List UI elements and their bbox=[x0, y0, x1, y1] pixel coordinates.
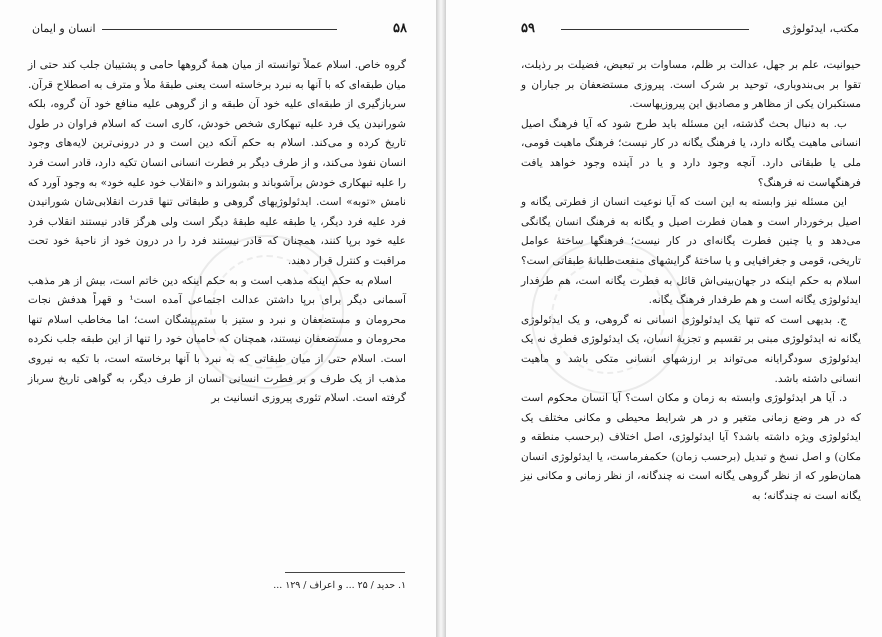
left-page-body bbox=[28, 56, 406, 409]
paragraph: گروه خاص. اسلام عملاً توانسته از میان همهٔ گروهها حامی و پشتیبان جلب کند حتی از میان طبقه‌ای که با آنها به نبرد برخاسته است یعنی طبقهٔ ملأ و مترف به اصطلاح قرآن. سربازگیری از طبقه‌ای علیه خود آن طبقه و از گروهی علیه منافع خود آن گروه، بلکه شورانیدن یک فرد علیه تبهکاری شخص خودش، کاری است که اسلام فراوان در طول تاریخ کرده و می‌کند. اسلام به حکم آنکه دین است و در درونی‌ترین لایه‌های وجود انسان نفوذ می‌کند، و از طرف دیگر بر فطرت انسانی انسان تکیه دارد، قادر است فرد را علیه تبهکاری خودش برآشوباند و بشوراند و «انقلاب خود علیه خود» به وجود آورد که نامش «توبه» است. ایدئولوژیهای گروهی و طبقاتی تنها قدرت انقلابی‌شان شورانیدن فرد علیه فرد دیگر، یا طبقه علیه طبقهٔ دیگر است ولی هرگز قادر نیستند انقلاب فرد علیه خود برپا کنند، همچنان که قادر نیستند فرد را در درون خود از ناحیهٔ خود تحت مراقبت و کنترل قرار دهند. bbox=[28, 59, 406, 267]
right-page-body bbox=[521, 56, 861, 507]
paragraph: د. آیا هر ایدئولوژی وابسته به زمان و مکان است؟ آیا انسان محکوم است که در هر وضع زمانی متغیر و در هر شرایط محیطی و مکانی مختلف یک ایدئولوژی ویژه داشته باشد؟ آیا ایدئولوژی، اصل اختلاف (برحسب منطقه و مکان) و اصل نسخ و تبدیل (برحسب زمان) حکمفرماست، یا ایدئولوژی انسان همان‌طور که از نظر گروهی یگانه است نه چندگانه، از نظر زمانی و مکانی نیز یگانه است نه چندگانه؛ به bbox=[521, 392, 861, 503]
paragraph: ب. به دنبال بحث گذشته، این مسئله باید طرح شود که آیا فرهنگ اصیل انسانی ماهیت یگانه دارد، یا فرهنگ یگانه در کار نیست؛ فرهنگ ماهیت قومی، ملی یا طبقاتی دارد. آنچه وجود دارد و یا در آینده وجود خواهد یافت فرهنگهاست نه فرهنگ؟ bbox=[521, 117, 861, 189]
right-page bbox=[446, 0, 882, 637]
footnote-rule bbox=[285, 572, 405, 573]
footnote: ١. حدید / ٢۵ ... و اعراف / ١٢٩ ... bbox=[273, 580, 406, 591]
left-page-header bbox=[32, 20, 407, 38]
right-page-header bbox=[521, 20, 859, 38]
right-page-number: ۵۹ bbox=[521, 21, 535, 36]
header-rule bbox=[561, 29, 749, 30]
paragraph: اسلام به حکم اینکه مذهب است و به حکم اینکه دین خاتم است، بیش از هر مذهب آسمانی دیگر برای برپا داشتن عدالت اجتماعی آمده است¹ و قهراً هدفش نجات محرومان و مستضعفان و نبرد و ستیز با ستم‌پیشگان است؛ اما مخاطب اسلام تنها محرومان و مستضعفان نیستند، همچنان که حامیان خود را تنها از این طبقه جلب نکرده است. اسلام حتی از میان طبقاتی که به نبرد با آنها برخاسته است، با تکیه به نیروی مذهب از یک طرف و بر فطرت انسانی انسان از طرف دیگر، به گواهی تاریخ سرباز گرفته است. اسلام تئوری پیروزی انسانیت بر bbox=[28, 274, 406, 405]
paragraph: حیوانیت، علم بر جهل، عدالت بر ظلم، مساوات بر تبعیض، فضیلت بر رذیلت، تقوا بر بی‌بندوباری، توحید بر شرک است. پیروزی مستضعفان بر جباران و مستکبران یکی از مظاهر و مصادیق این پیروزیهاست. bbox=[521, 59, 861, 111]
header-rule bbox=[102, 29, 337, 30]
left-page-number: ۵۸ bbox=[393, 21, 407, 36]
left-page bbox=[0, 0, 436, 637]
book-gutter bbox=[436, 0, 446, 637]
paragraph: این مسئله نیز وابسته به این است که آیا نوعیت انسان از فطرتی یگانه و اصیل برخوردار است و همان فطرت اصیل و یگانه به فرهنگ انسان یگانگی می‌دهد و یا چنین فطرت یگانه‌ای در کار نیست؛ فرهنگها ساختهٔ عوامل تاریخی، قومی و جغرافیایی و یا ساختهٔ گرایشهای منفعت‌طلبانهٔ طبقاتی است؟ اسلام به حکم اینکه در جهان‌بینی‌اش قائل به فطرت یگانه است، هم طرفدار ایدئولوژی یگانه است و هم طرفدار فرهنگ یگانه. bbox=[521, 196, 861, 307]
left-running-title: انسان و ایمان bbox=[32, 22, 96, 35]
paragraph: ج. بدیهی است که تنها یک ایدئولوژی انسانی نه گروهی، و یک ایدئولوژی یگانه نه ایدئولوژی مبنی بر تقسیم و تجزیهٔ انسان، یک ایدئولوژی فطری نه یک ایدئولوژی سودگرایانه می‌تواند بر ارزشهای انسانی متکی باشد و ماهیت انسانی داشته باشد. bbox=[521, 313, 861, 385]
right-running-title: مکتب، ایدئولوژی bbox=[782, 22, 859, 35]
